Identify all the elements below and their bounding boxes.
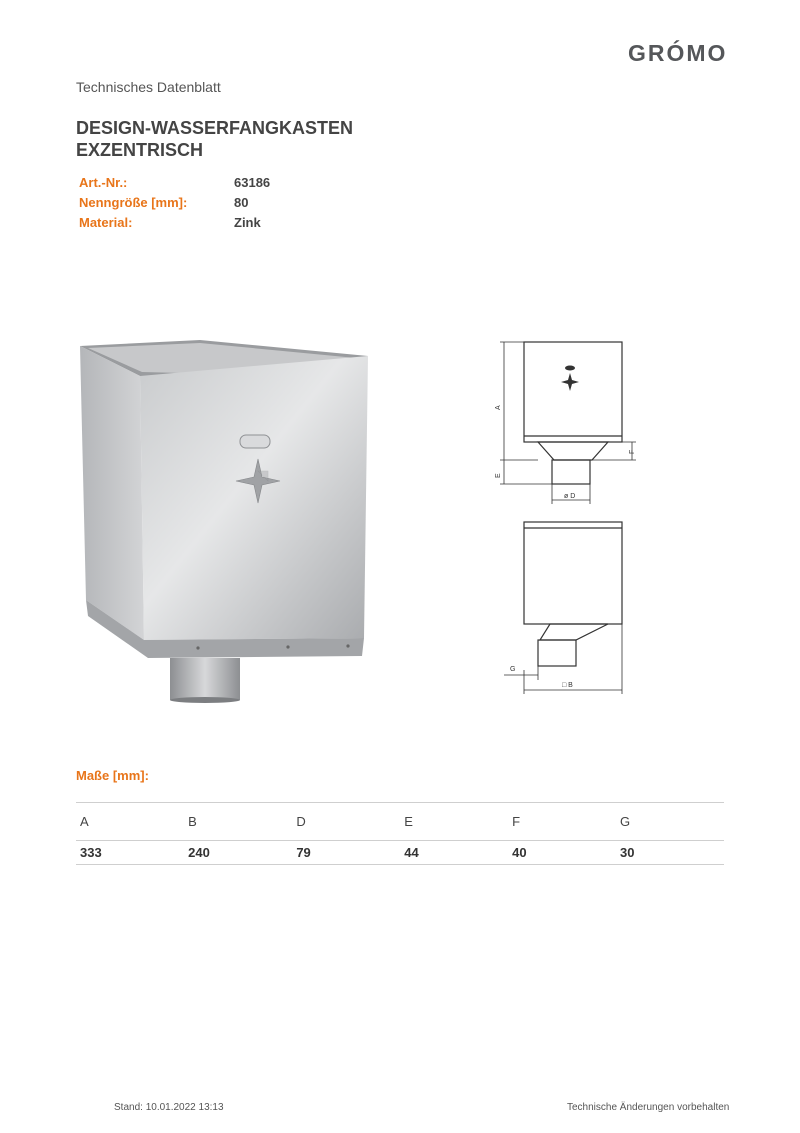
dimensions-table [76,802,724,865]
product-title-line2: EXZENTRISCH [76,140,204,160]
technical-drawing [490,330,650,710]
spec-row-size [79,195,270,215]
value-cell: 333 [76,841,184,865]
dim-label-e: E [495,473,502,478]
value-cell: 40 [508,841,616,865]
header-cell: F [508,803,616,841]
product-photo [78,338,383,703]
header-cell: A [76,803,184,841]
value-cell: 79 [292,841,400,865]
spec-label: Nenngröße [mm]: [79,195,188,210]
dim-label-g: G [510,666,516,673]
dim-label-a: A [495,405,502,410]
spec-value: 63186 [234,175,271,190]
footer-date: Stand: 10.01.2022 13:13 [114,1102,224,1113]
document-subtitle: Technisches Datenblatt [76,79,221,95]
dimensions-header-row [76,803,724,841]
dimensions-value-row [76,841,724,865]
value-cell: 30 [616,841,724,865]
spec-list [79,175,270,235]
product-title-line1: DESIGN-WASSERFANGKASTEN [76,118,354,138]
value-cell: 44 [400,841,508,865]
header-cell: G [616,803,724,841]
spec-value: Zink [234,215,261,230]
dim-label-f: F [629,449,636,454]
header-cell: D [292,803,400,841]
spec-row-material [79,215,270,235]
spec-label: Art.-Nr.: [79,175,128,190]
spec-value: 80 [234,195,249,210]
header-cell: E [400,803,508,841]
brand-logo: GRÓMO [628,40,728,66]
spec-label: Material: [79,215,133,230]
dim-label-d: ø D [564,493,576,500]
product-title [76,117,476,161]
dim-label-b: □ B [562,682,573,689]
header-cell: B [184,803,292,841]
value-cell: 240 [184,841,292,865]
spec-row-article [79,175,270,195]
dimensions-title: Maße [mm]: [76,768,149,783]
footer-disclaimer: Technische Änderungen vorbehalten [567,1102,730,1113]
